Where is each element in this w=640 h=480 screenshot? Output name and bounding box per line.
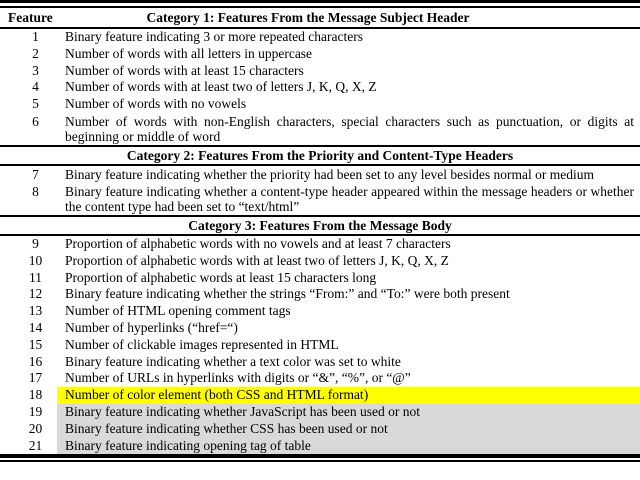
table-row-21-highlighted-gray [0, 438, 640, 455]
feature-number: 1 [0, 29, 57, 46]
feature-description: Number of hyperlinks (“href=“) [65, 319, 238, 335]
feature-number: 11 [0, 270, 57, 287]
table-row-14 [0, 320, 640, 337]
section-3-title: Category 3: Features From the Message Body [188, 217, 452, 233]
feature-number: 7 [0, 166, 57, 183]
feature-description: Binary feature indicating whether a text color was set to white [65, 353, 401, 369]
feature-description-highlight-gray: Binary feature indicating whether JavaScript has been used or not [57, 404, 640, 421]
feature-description-highlight-gray: Binary feature indicating whether CSS has been used or not [57, 421, 640, 438]
feature-number: 8 [0, 183, 57, 215]
table-row-4 [0, 79, 640, 96]
feature-description-highlight-yellow: Number of color element (both CSS and HTML format) [57, 387, 640, 404]
table-row-17 [0, 370, 640, 387]
table-bottom-double-rule [0, 454, 640, 462]
feature-number: 15 [0, 337, 57, 354]
table-row-12 [0, 286, 640, 303]
table-row-7 [0, 166, 640, 183]
feature-number: 6 [0, 113, 57, 145]
table-row-3 [0, 63, 640, 80]
table-row-19-highlighted-gray [0, 404, 640, 421]
table-row-6 [0, 113, 640, 145]
feature-description: Number of clickable images represented in HTML [65, 336, 339, 352]
feature-description: Binary feature indicating whether the priority had been set to any level besides normal or medium [65, 166, 594, 182]
table-row-16 [0, 354, 640, 371]
table-top-double-rule [0, 0, 640, 8]
table-header-row [0, 8, 640, 27]
feature-description: Number of words with at least two of letters J, K, Q, X, Z [65, 79, 377, 95]
feature-number: 21 [0, 438, 57, 455]
feature-description: Binary feature indicating 3 or more repeated characters [65, 29, 363, 44]
feature-number: 18 [0, 387, 57, 404]
feature-description: Binary feature indicating whether a content-type header appeared within the message headers or whether the content type had been set to “text/html” [65, 183, 634, 214]
feature-number: 13 [0, 303, 57, 320]
feature-description: Proportion of alphabetic words with no vowels and at least 7 characters [65, 235, 451, 251]
feature-description: Number of words with non-English characters, special characters such as punctuation, or digits at beginning or middle of word [65, 113, 634, 144]
table-row-1 [0, 29, 640, 46]
feature-number: 3 [0, 63, 57, 80]
feature-description-highlight-gray: Binary feature indicating opening tag of table [57, 438, 640, 455]
table-row-2 [0, 46, 640, 63]
table-row-10 [0, 253, 640, 270]
table-row-13 [0, 303, 640, 320]
feature-number: 14 [0, 320, 57, 337]
feature-description: Number of words with all letters in uppercase [65, 45, 313, 61]
feature-number: 19 [0, 404, 57, 421]
feature-number: 12 [0, 286, 57, 303]
table-row-8 [0, 183, 640, 215]
feature-number: 9 [0, 236, 57, 253]
feature-number: 5 [0, 96, 57, 113]
feature-number: 4 [0, 79, 57, 96]
feature-number: 20 [0, 421, 57, 438]
feature-description: Number of words with at least 15 characters [65, 62, 304, 78]
feature-description: Proportion of alphabetic words with at least two of letters J, K, Q, X, Z [65, 252, 449, 268]
table-row-18-highlighted-yellow [0, 387, 640, 404]
section-1-title: Category 1: Features From the Message Subject Header [146, 10, 470, 25]
feature-description: Binary feature indicating whether the strings “From:” and “To:” were both present [65, 286, 510, 302]
section-2-title: Category 2: Features From the Priority and Content-Type Headers [126, 147, 514, 163]
feature-description: Number of words with no vowels [65, 96, 247, 112]
table-row-15 [0, 337, 640, 354]
table-row-5 [0, 96, 640, 113]
feature-description: Number of HTML opening comment tags [65, 303, 291, 319]
feature-number: 17 [0, 370, 57, 387]
feature-description: Proportion of alphabetic words at least 15 characters long [65, 269, 377, 285]
feature-column-header: Feature [8, 10, 53, 25]
feature-description: Number of URLs in hyperlinks with digits or “&”, “%”, or “@” [65, 370, 411, 386]
table-row-9 [0, 236, 640, 253]
feature-number: 16 [0, 354, 57, 371]
feature-number: 10 [0, 253, 57, 270]
table-row-11 [0, 270, 640, 287]
feature-number: 2 [0, 46, 57, 63]
table-row-20-highlighted-gray [0, 421, 640, 438]
